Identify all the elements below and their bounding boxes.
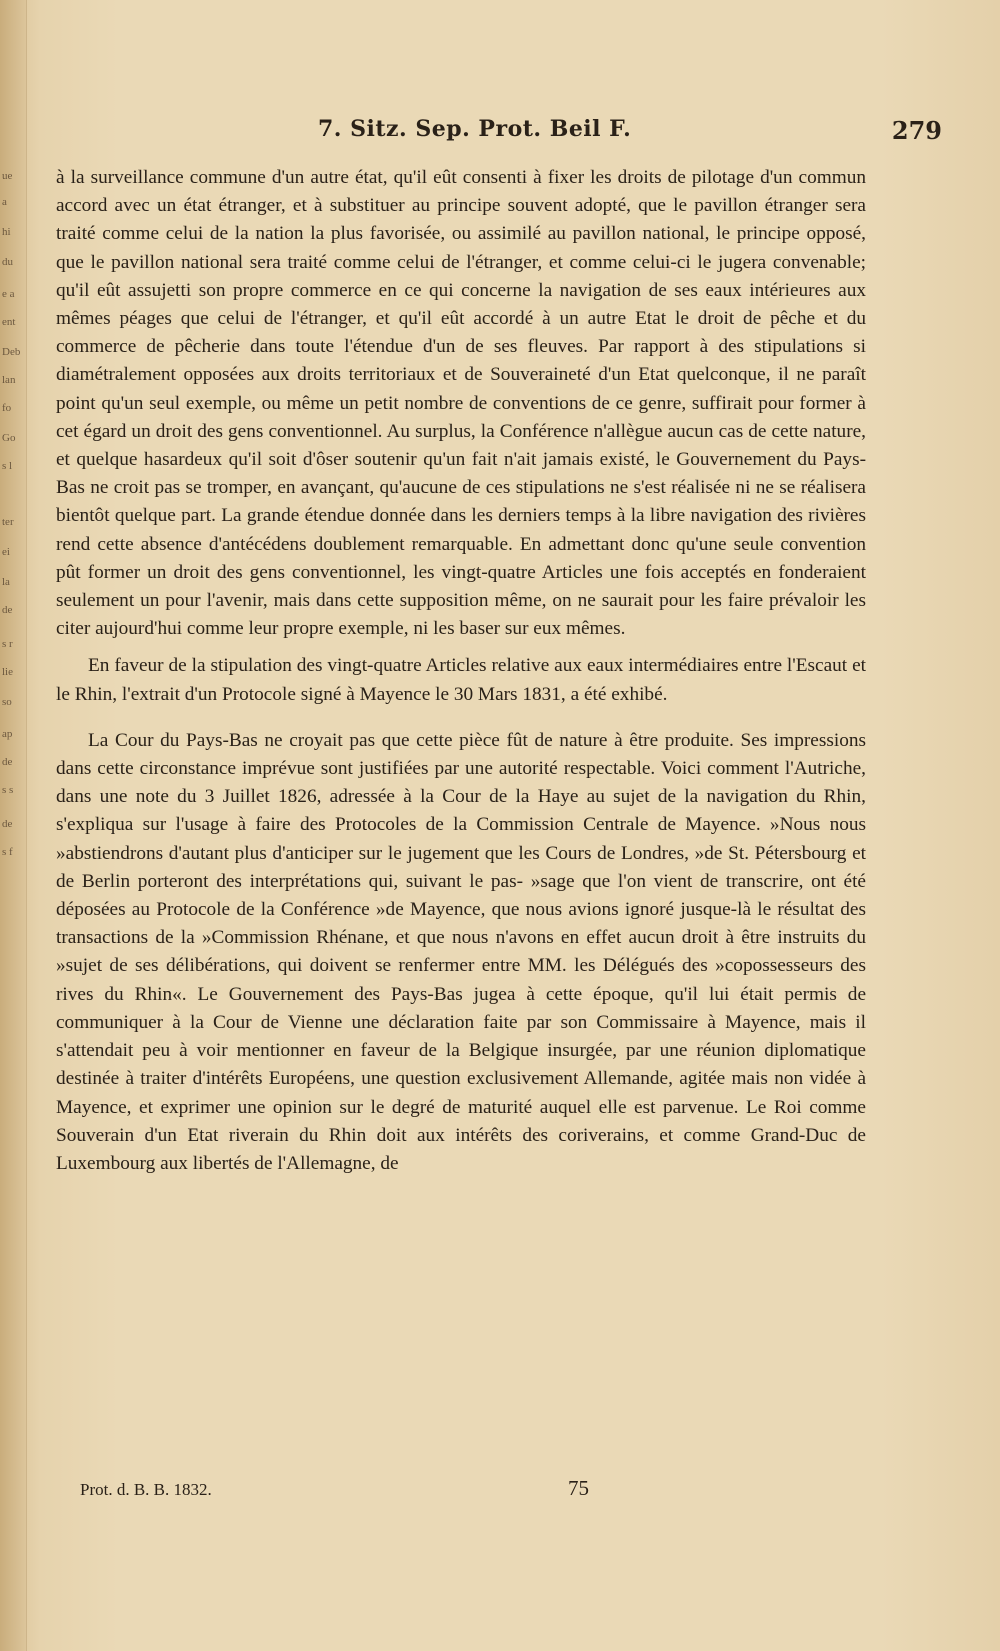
margin-fragment: de [2,604,13,616]
margin-fragment: du [2,256,13,268]
margin-fragment: ent [2,316,16,328]
margin-fragment: e a [2,288,15,300]
adjacent-page-edge [0,0,27,1651]
margin-fragment: so [2,696,12,708]
margin-fragment: s s [2,784,14,796]
margin-fragment: lan [2,374,16,386]
margin-fragment: la [2,576,10,588]
margin-fragment: s r [2,638,13,650]
margin-fragment: de [2,818,13,830]
running-header [56,116,942,150]
paragraph: En faveur de la stipulation des vingt-quatre Articles relative aux eaux intermédiaires entre l'Escaut et le Rhin, l'extrait d'un Protocole signé à Mayence le 30 Mars 1831, a été exhibé. [56,655,866,705]
running-title: 7. Sitz. Sep. Prot. Beil F. [318,116,632,142]
margin-fragment: Go [2,432,16,444]
margin-fragment: s l [2,460,13,472]
sheet-number: 75 [568,1476,589,1500]
signature-mark: Prot. d. B. B. 1832. [80,1480,212,1499]
paragraph: à la surveillance commune d'un autre état, qu'il eût consenti à fixer les droits de pilotage d'un commun accord avec un état étranger, et à substituer au principe souvent adopté, que le pavillon étranger sera traité comme celui de la nation la plus favorisée, ou assimilé au pavillon national, le principe opposé, que le pavillon national sera traité comme celui de l'étranger, et comme celui-ci le jugera convenable; qu'il eût assujetti son propre commerce en ce qui concerne la navigation de ses eaux intérieures aux mêmes péages que celui de l'étranger, et qu'il eût accordé à un autre Etat le droit de pêche et du commerce de pêcherie dans toute l'étendue d'un de ses fleuves. Par rapport à des stipulations si diamétralement opposées aux droits territoriaux et de Souveraineté d'un Etat quelconque, il ne paraît point qu'un seul exemple, ou même un petit nombre de conventions de ce genre, suffirait pour former à cet égard un droit des gens conventionnel. Au surplus, la Conférence n'allègue aucun cas de cette nature, et quelque hasardeux qu'il soit d'ôser soutenir qu'un fait n'ait jamais existé, le Gouvernement du Pays-Bas ne croit pas se tromper, en avançant, qu'aucune de ces stipulations ne s'est réalisée ni ne se réalisera bientôt quelque part. La grande étendue donnée dans les derniers temps à la libre navigation des rivières rend cette absence d'antécédens doublement remarquable. En admettant donc qu'une seule convention pût former un droit des gens conventionnel, les vingt-quatre Articles une fois acceptés en fonderaient seulement un pour l'avenir, mais dans cette supposition même, on ne saurait pour les faire prévaloir les citer aujourd'hui comme leur propre exemple, ni les baser sur eux mêmes. [56,167,866,640]
margin-fragment: Deb [2,346,21,358]
margin-fragment: ap [2,728,13,740]
page-footer [58,1476,942,1508]
body-text [56,164,866,1178]
margin-fragment: ue [2,170,13,182]
paragraph: La Cour du Pays-Bas ne croyait pas que cette pièce fût de nature à être produite. Ses impressions dans cette circonstance imprévue sont justifiées par une autorité respectable. Voici comment l'Autriche, dans une note du 3 Juillet 1826, adressée à la Cour de la Haye au sujet de la navigation du Rhin, s'expliqua sur l'usage à faire des Protocoles de la Commission Centrale de Mayence. »Nous nous »abstiendrons d'autant plus d'anticiper sur le jugement que les Cours de Londres, »de St. Pétersbourg et de Berlin porteront des interprétations qui, suivant le pas- »sage que l'on vient de transcrire, ont été déposées au Protocole de la Conférence »de Mayence, que nous avions ignoré jusque-là le résultat des transactions de la »Commission Rhénane, et que nous n'avons en effet aucun droit à être instruits du »sujet de ses délibérations, qui doivent se renfermer entre MM. les Délégués des »copossesseurs des rives du Rhin«. Le Gouvernement des Pays-Bas jugea à cette époque, qu'il lui était permis de communiquer à la Cour de Vienne une déclaration faite par son Commissaire à Mayence, mais il s'attendait peu à voir mentionner en faveur de la Belgique insurgée, par une réunion diplomatique destinée à traiter d'intérêts Européens, une question exclusivement Allemande, agitée mais non vidée à Mayence, et exprimer une opinion sur le degré de maturité auquel elle est parvenue. Le Roi comme Souverain d'un Etat riverain du Rhin doit aux intérêts des coriverains, et comme Grand-Duc de Luxembourg aux libertés de l'Allemagne, de [56,729,866,1174]
page-number: 279 [891,116,942,145]
margin-fragment: hi [2,226,11,238]
margin-fragment: lie [2,666,13,678]
margin-fragment: fo [2,402,12,414]
margin-fragment: de [2,756,13,768]
margin-fragment: ei [2,546,10,558]
margin-fragment: a [2,196,7,208]
margin-fragment: ter [2,516,14,528]
margin-fragment: s f [2,846,13,858]
